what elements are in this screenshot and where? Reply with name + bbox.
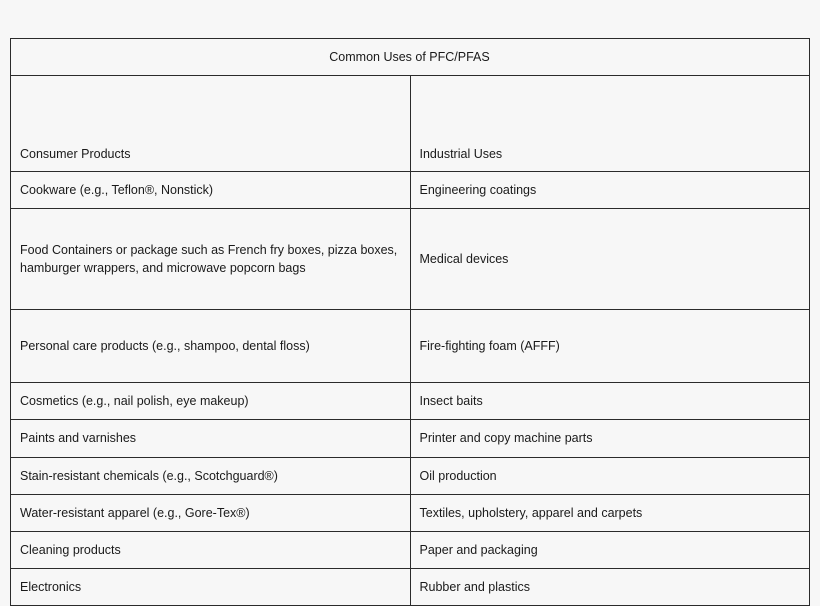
cell-industrial-use: Paper and packaging bbox=[410, 531, 810, 568]
cell-consumer-product: Paints and varnishes bbox=[11, 420, 411, 457]
cell-industrial-use: Oil production bbox=[410, 457, 810, 494]
cell-industrial-use: Engineering coatings bbox=[410, 172, 810, 209]
cell-industrial-use: Textiles, upholstery, apparel and carpets bbox=[410, 494, 810, 531]
table-row bbox=[11, 531, 810, 568]
cell-industrial-use: Fire-fighting foam (AFFF) bbox=[410, 310, 810, 383]
column-header-consumer-products: Consumer Products bbox=[11, 76, 411, 172]
cell-consumer-product: Cosmetics (e.g., nail polish, eye makeup) bbox=[11, 383, 411, 420]
table-body bbox=[11, 39, 810, 606]
table-row bbox=[11, 420, 810, 457]
table-row bbox=[11, 568, 810, 605]
table-row bbox=[11, 383, 810, 420]
cell-industrial-use: Printer and copy machine parts bbox=[410, 420, 810, 457]
table-row bbox=[11, 494, 810, 531]
table-header-row bbox=[11, 76, 810, 172]
cell-consumer-product: Electronics bbox=[11, 568, 411, 605]
cell-consumer-product: Food Containers or package such as French fry boxes, pizza boxes, hamburger wrappers, and microwave popcorn bags bbox=[11, 209, 411, 310]
table-title: Common Uses of PFC/PFAS bbox=[11, 39, 810, 76]
cell-consumer-product: Cleaning products bbox=[11, 531, 411, 568]
cell-industrial-use: Rubber and plastics bbox=[410, 568, 810, 605]
cell-industrial-use: Medical devices bbox=[410, 209, 810, 310]
cell-consumer-product: Cookware (e.g., Teflon®, Nonstick) bbox=[11, 172, 411, 209]
cell-consumer-product: Water-resistant apparel (e.g., Gore-Tex®) bbox=[11, 494, 411, 531]
cell-industrial-use: Insect baits bbox=[410, 383, 810, 420]
table-row bbox=[11, 209, 810, 310]
table-row bbox=[11, 310, 810, 383]
column-header-industrial-uses: Industrial Uses bbox=[410, 76, 810, 172]
table-row bbox=[11, 457, 810, 494]
pfas-uses-table bbox=[10, 38, 810, 606]
table-row bbox=[11, 172, 810, 209]
table-title-row bbox=[11, 39, 810, 76]
cell-consumer-product: Stain-resistant chemicals (e.g., Scotchguard®) bbox=[11, 457, 411, 494]
cell-consumer-product: Personal care products (e.g., shampoo, dental floss) bbox=[11, 310, 411, 383]
